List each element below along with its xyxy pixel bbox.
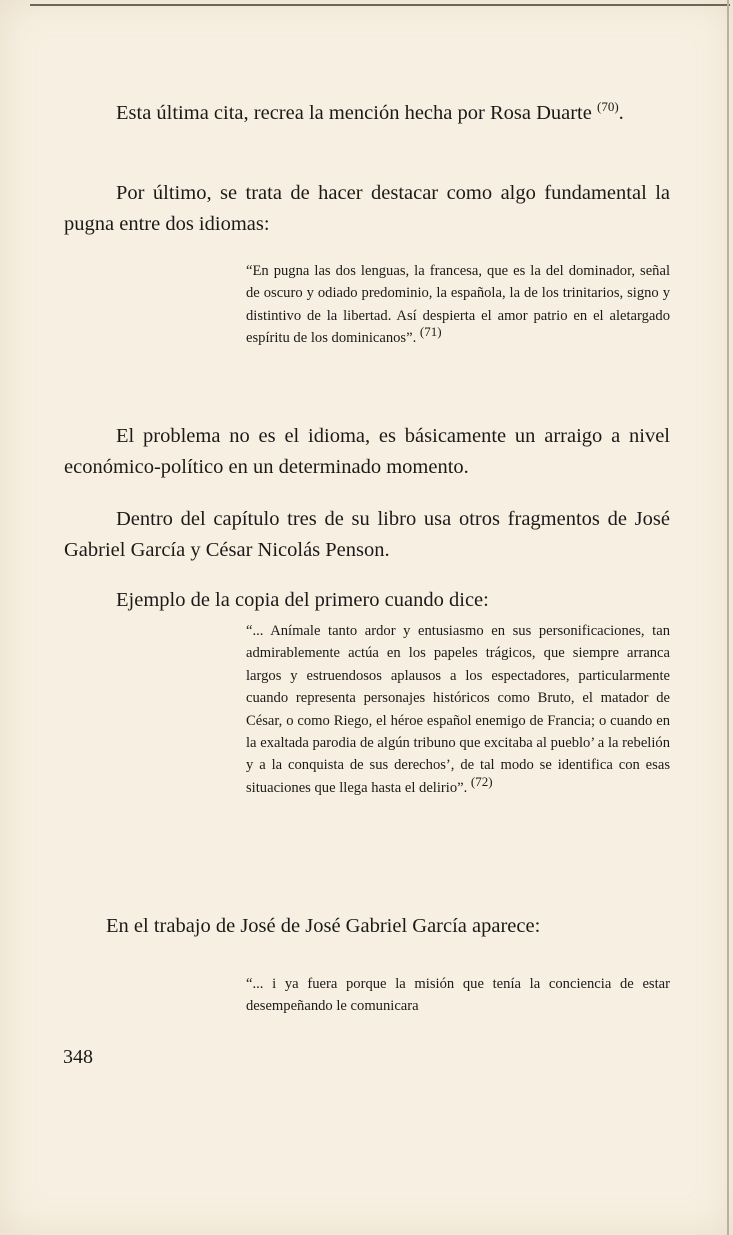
paragraph-6-text: En el trabajo de José de José Gabriel García aparece: — [106, 915, 541, 937]
paragraph-4-text: Dentro del capítulo tres de su libro usa otros fragmentos de José Gabriel García y César Nicolás Penson. — [64, 508, 670, 561]
paragraph-1 — [64, 98, 670, 129]
paragraph-1-text: Esta última cita, recrea la mención hecha por Rosa Duarte — [116, 102, 592, 124]
page-number: 348 — [63, 1046, 93, 1068]
paragraph-6 — [64, 911, 670, 942]
quote-1 — [246, 260, 670, 350]
quote-3: “... i ya fuera porque la misión que tenía la conciencia de estar desempeñando le comunicara — [246, 976, 670, 1015]
paragraph-5-text: Ejemplo de la copia del primero cuando dice: — [116, 589, 489, 611]
footnote-ref-71: (71) — [419, 324, 442, 340]
quote-2-text: “... Anímale tanto ardor y entusiasmo en sus personificaciones, tan admirablemente actúa en los papeles trágicos, que siempre arranca largos y estruendosos aplausos a los espectadores, particularmente cuando representa personajes históricos como Bruto, el matador de César, o como Riego, el héroe español enemigo de Francia; o cuando en la exaltada parodia de algún tribuno que excitaba al pueblo’ a la rebelión y a la conquista de sus derechos’, de tal modo se identifica con esas situaciones que llega hasta el delirio”. — [246, 623, 670, 796]
paragraph-3-text: El problema no es el idioma, es básicamente un arraigo a nivel económico-político en un determinado momento. — [64, 425, 670, 478]
paragraph-3 — [64, 421, 670, 483]
paragraph-2-text: Por último, se trata de hacer destacar como algo fundamental la pugna entre dos idiomas: — [64, 182, 670, 235]
paragraph-4 — [64, 504, 670, 566]
paragraph-2 — [64, 178, 670, 240]
footnote-ref-70: (70) — [596, 99, 619, 115]
quote-1-text: “En pugna las dos lenguas, la francesa, que es la del dominador, señal de oscuro y odiado predominio, la española, la de los trinitarios, signo y distintivo de la libertad. Así despierta el amor patrio en el aletargado espíritu de los dominicanos”. — [246, 263, 670, 347]
quote-2 — [246, 620, 670, 799]
paragraph-5 — [64, 585, 670, 616]
footnote-ref-72: (72) — [470, 773, 493, 789]
top-edge-line — [30, 4, 730, 6]
paragraph-1-end: . — [618, 102, 624, 124]
right-edge-line — [727, 0, 729, 1235]
